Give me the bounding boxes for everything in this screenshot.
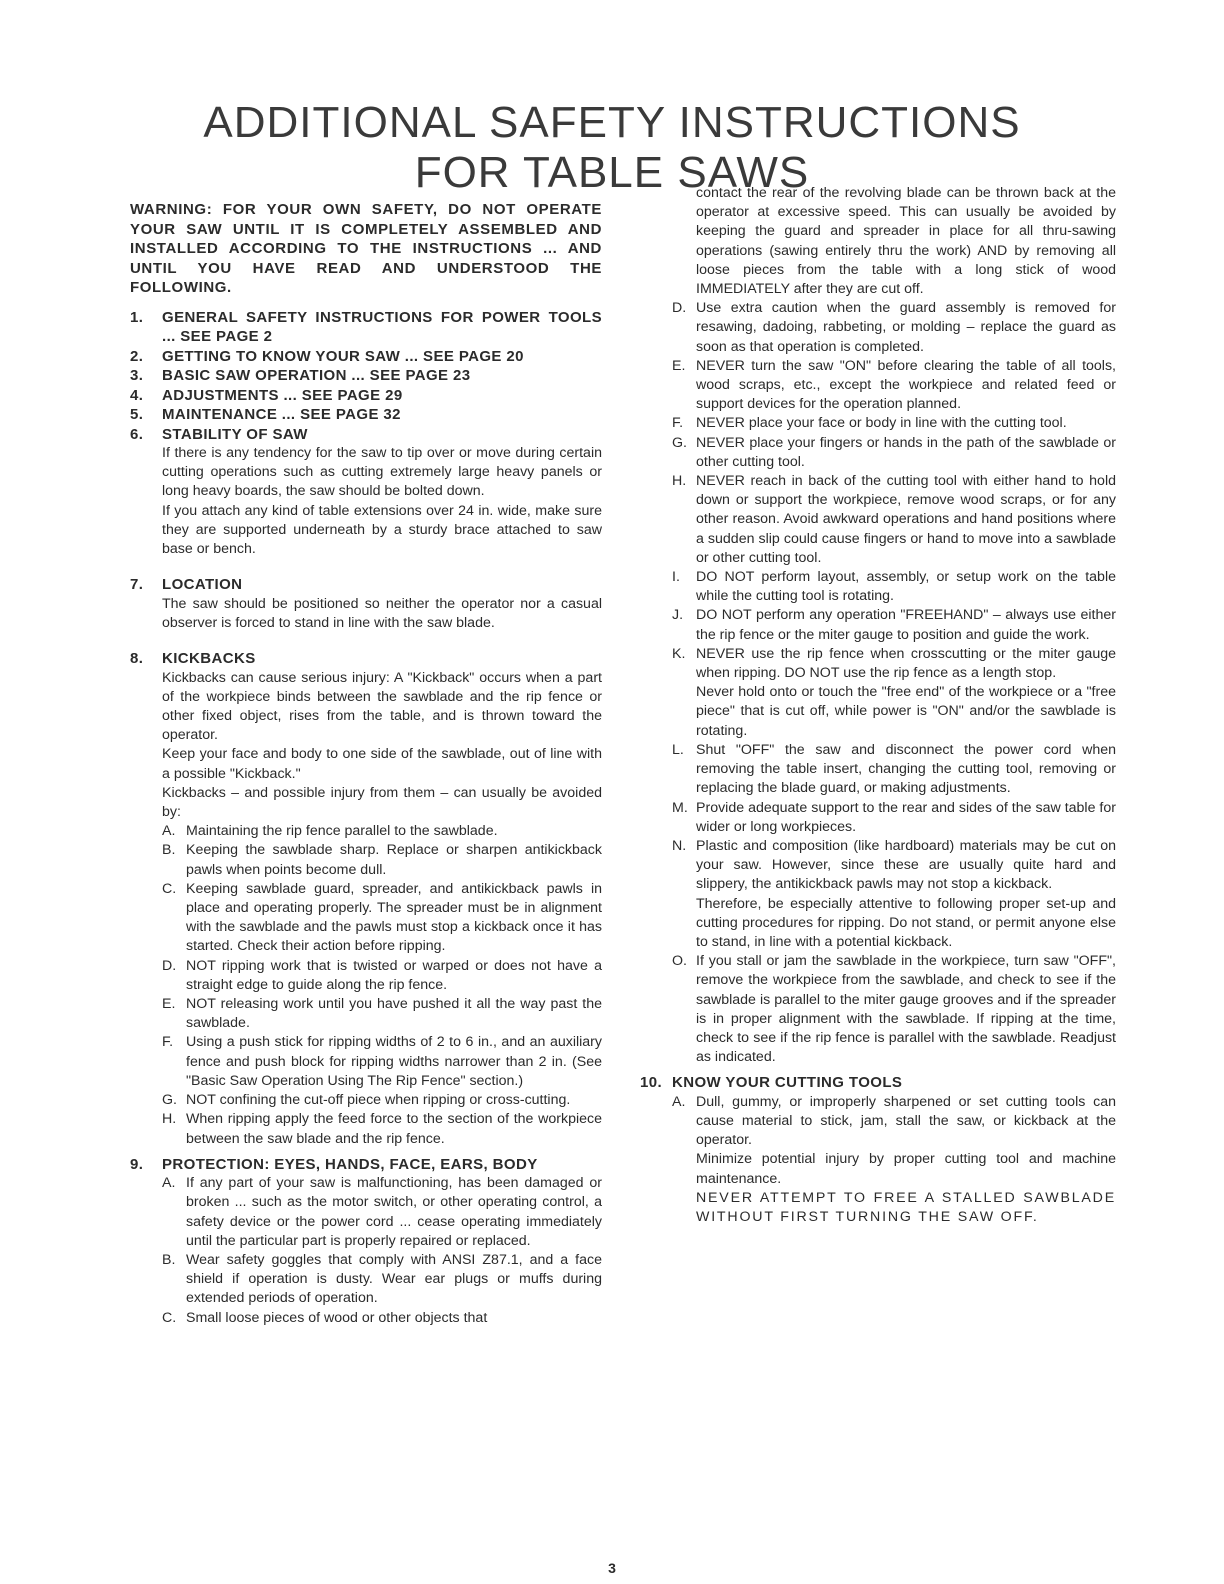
list-item: NEVER ATTEMPT TO FREE A STALLED SAWBLADE WITHOUT FIRST TURNING THE SAW OFF. xyxy=(696,1189,1116,1226)
list-item: J. DO NOT perform any operation "FREEHAND" – always use either the rip fence or the miter gauge to position and guide the work. xyxy=(672,607,1116,643)
section-heading: KNOW YOUR CUTTING TOOLS xyxy=(672,1074,903,1092)
list-item: B. Wear safety goggles that comply with ANSI Z87.1, and a face shield if operation is dusty. Wear ear plugs or muffs during extended periods of operation. xyxy=(162,1252,602,1307)
section-2: 2. GETTING TO KNOW YOUR SAW ... SEE PAGE 20 xyxy=(130,347,524,365)
paragraph: Keep your face and body to one side of the sawblade, out of line with a possible "Kickback." xyxy=(162,746,602,782)
right-column xyxy=(640,184,1116,1227)
title-block xyxy=(0,98,1224,198)
list-item: A. If any part of your saw is malfunctioning, has been damaged or broken ... such as the motor switch, or other operating control, a safety device or the power cord ... cease operating immediately until the particular part is properly repaired or replaced. xyxy=(162,1175,602,1249)
paragraph: If you attach any kind of table extensions over 24 in. wide, make sure they are supported underneath by a sturdy brace attached to saw base or bench. xyxy=(162,502,602,558)
list-item: C. Keeping sawblade guard, spreader, and antikickback pawls in place and operating properly. The spreader must be in alignment with the sawblade and the pawls must stop a kickback once it has started. Check their action before ripping. xyxy=(162,880,602,955)
paragraph: Kickbacks can cause serious injury: A "Kickback" occurs when a part of the workpiece binds between the sawblade and the rip fence or other fixed object, rises from the table, and is thrown toward the operator. xyxy=(162,669,602,744)
list-item: N. Plastic and composition (like hardboard) materials may be cut on your saw. However, since these are usually quite hard and slippery, the antikickback pawls may not stop a kickback. xyxy=(672,837,1116,893)
list-item: E. NOT releasing work until you have pushed it all the way past the sawblade. xyxy=(162,996,602,1032)
page-number: 3 xyxy=(608,1560,616,1576)
section-3: 3. BASIC SAW OPERATION ... SEE PAGE 23 xyxy=(130,367,471,384)
list-item: D. NOT ripping work that is twisted or warped or does not have a straight edge to guide along the rip fence. xyxy=(162,957,602,993)
list-item: C. Small loose pieces of wood or other objects that xyxy=(162,1309,488,1326)
list-item: M. Provide adequate support to the rear and sides of the saw table for wider or long workpieces. xyxy=(672,799,1116,835)
list-item: Minimize potential injury by proper cutting tool and machine maintenance. xyxy=(696,1151,1116,1187)
list-item: H. NEVER reach in back of the cutting tool with either hand to hold down or support the workpiece, remove wood scraps, or for any other reason. Avoid awkward operations and hand positions where a sudden slip could cause fingers or hand to move into a sawblade or other cutting tool. xyxy=(672,473,1116,566)
section-8: 8. KICKBACKS Kickbacks can cause serious injury: A "Kickback" occurs when a part of the workpiece binds between the sawblade and the rip fence or other fixed object, rises from the table, and is thrown toward the operator. Keep your face and body to one side of the sawblade, out of line with a possible "Kickback." Kickbacks – and possible injury from them – can usually be avoided by: A. Maintaining the rip fence parallel to the sawblade. B. Keeping the sawblade sharp. Replace or sharpen antikickback pawls when points become dull. C. Keeping sawblade guard, spreader, and antikickback pawls in place and operating properly. The spreader must be in alignment with the sawblade and the pawls must stop a kickback once it has started. Check their action before ripping. D. NOT ripping work that is twisted or warped or does not have a straight edge to guide along the rip fence. E. NOT releasing work until you have pushed it all the way past the sawblade. F. Using a push stick for ripping widths of 2 to 6 in., and an auxiliary fence and push block for ripping widths narrower than 2 in. (See "Basic Saw Operation Using The Rip Fence" section.) G. NOT confining the cut-off piece when ripping or cross-cutting. H. When ripping apply the feed force to the section of the workpiece between the saw blade and the rip fence. xyxy=(130,649,602,1149)
list-item: O. If you stall or jam the sawblade in the workpiece, turn saw "OFF", remove the workpiece from the sawblade, and check to see if the sawblade is parallel to the miter gauge grooves and if the spreader is in proper alignment with the sawblade. If ripping at the time, check to see if the rip fence is parallel with the sawblade. Readjust as indicated. xyxy=(672,953,1116,1066)
paragraph: Kickbacks – and possible injury from them – can usually be avoided by: xyxy=(162,784,602,821)
list-item: F. Using a push stick for ripping widths of 2 to 6 in., and an auxiliary fence and push block for ripping widths narrower than 2 in. (See "Basic Saw Operation Using The Rip Fence" section.) xyxy=(162,1034,602,1089)
list-item: G. NOT confining the cut-off piece when ripping or cross-cutting. xyxy=(162,1092,571,1109)
section-1: 1. GENERAL SAFETY INSTRUCTIONS FOR POWER TOOLS ... SEE PAGE 2 xyxy=(130,308,602,345)
page-title: ADDITIONAL SAFETY INSTRUCTIONS xyxy=(203,98,1021,147)
list-item: B. Keeping the sawblade sharp. Replace or sharpen antikickback pawls when points become dull. xyxy=(162,842,602,878)
section-heading: ADJUSTMENTS ... SEE PAGE 29 xyxy=(162,386,403,404)
list-item: F. NEVER place your face or body in line with the cutting tool. xyxy=(672,415,1067,432)
section-6: 6. STABILITY OF SAW If there is any tendency for the saw to tip over or move during certain cutting operations such as cutting extremely large heavy panels or long heavy boards, the saw should be bolted down. If you attach any kind of table extensions over 24 in. wide, make sure they are supported underneath by a sturdy brace attached to saw base or bench. xyxy=(130,425,602,560)
paragraph: If there is any tendency for the saw to tip over or move during certain cutting operations such as cutting extremely large heavy panels or long heavy boards, the saw should be bolted down. xyxy=(162,445,602,500)
page-subtitle: FOR TABLE SAWS xyxy=(414,148,810,197)
list-item: E. NEVER turn the saw "ON" before clearing the table of all tools, wood scraps, etc., except the workpiece and related feed or support devices for the operation planned. xyxy=(672,357,1116,413)
section-10: 10. KNOW YOUR CUTTING TOOLS A. Dull, gummy, or improperly sharpened or set cutting tools can cause material to stick, jam, stall the saw, or kickback at the operator. Minimize potential injury by proper cutting tool and machine maintenance. NEVER ATTEMPT TO FREE A STALLED SAWBLADE WITHOUT FIRST TURNING THE SAW OFF. xyxy=(640,1073,1116,1227)
section-heading: GENERAL SAFETY INSTRUCTIONS FOR POWER TOOLS ... SEE PAGE 2 xyxy=(162,308,602,345)
list-item: Never hold onto or touch the "free end" of the workpiece or a "free piece" that is cut off, while power is "ON" and/or the sawblade is rotating. xyxy=(696,684,1116,739)
list-item: D. Use extra caution when the guard assembly is removed for resawing, dadoing, rabbeting, or molding – replace the guard as soon as that operation is completed. xyxy=(672,300,1116,355)
section-9: 9. PROTECTION: EYES, HANDS, FACE, EARS, BODY A. If any part of your saw is malfunctioning, has been damaged or broken ... such as the motor switch, or other operating control, a safety device or the power cord ... cease operating immediately until the particular part is properly repaired or replaced. B. Wear safety goggles that comply with ANSI Z87.1, and a face shield if operation is dusty. Wear ear plugs or muffs during extended periods of operation. C. Small loose pieces of wood or other objects that xyxy=(130,1155,602,1328)
paragraph: contact the rear of the revolving blade can be thrown back at the operator at excessive speed. This can usually be avoided by keeping the guard and spreader in place for all thru-sawing operations (sawing entirely thru the work) AND by removing all loose pieces from the table with a long stick of wood IMMEDIATELY after they are cut off. xyxy=(696,185,1116,298)
warning-text: WARNING: FOR YOUR OWN SAFETY, DO NOT OPERATE YOUR SAW UNTIL IT IS COMPLETELY ASSEMBLED AND INSTALLED ACCORDING TO THE INSTRUCTIONS ... AND UNTIL YOU HAVE READ AND UNDERSTOOD THE FOLLOWING. xyxy=(130,201,602,296)
list-item: A. Dull, gummy, or improperly sharpened or set cutting tools can cause material to stick, jam, stall the saw, or kickback at the operator. xyxy=(672,1093,1116,1149)
left-column xyxy=(130,200,602,1328)
section-heading: STABILITY OF SAW xyxy=(162,425,308,443)
section-5: 5. MAINTENANCE ... SEE PAGE 32 xyxy=(130,406,401,423)
section-heading: GETTING TO KNOW YOUR SAW ... SEE PAGE 20 xyxy=(162,347,524,365)
list-item: A. Maintaining the rip fence parallel to the sawblade. xyxy=(162,823,498,840)
list-item: H. When ripping apply the feed force to the section of the workpiece between the saw blade and the rip fence. xyxy=(162,1111,602,1147)
paragraph: The saw should be positioned so neither the operator nor a casual observer is forced to stand in line with the saw blade. xyxy=(162,595,602,631)
list-item: Therefore, be especially attentive to following proper set-up and cutting procedures for ripping. Do not stand, or permit anyone else to stand, in line with a potential kickback. xyxy=(696,895,1116,950)
section-heading: MAINTENANCE ... SEE PAGE 32 xyxy=(162,406,401,423)
list-item: K. NEVER use the rip fence when crosscutting or the miter gauge when ripping. DO NOT use the rip fence as a length stop. xyxy=(672,645,1116,682)
section-heading: KICKBACKS xyxy=(162,650,256,668)
list-item: L. Shut "OFF" the saw and disconnect the power cord when removing the table insert, changing the cutting tool, removing or replacing the blade guard, or making adjustments. xyxy=(672,741,1116,797)
section-heading: LOCATION xyxy=(162,576,243,594)
section-heading: PROTECTION: EYES, HANDS, FACE, EARS, BODY xyxy=(162,1155,538,1173)
list-item: I. DO NOT perform layout, assembly, or setup work on the table while the cutting tool is rotating. xyxy=(672,569,1116,605)
list-item: G. NEVER place your fingers or hands in the path of the sawblade or other cutting tool. xyxy=(672,434,1116,470)
section-7: 7. LOCATION The saw should be positioned so neither the operator nor a casual observer is forced to stand in line with the saw blade. xyxy=(130,575,602,633)
section-heading: BASIC SAW OPERATION ... SEE PAGE 23 xyxy=(162,367,471,384)
section-4: 4. ADJUSTMENTS ... SEE PAGE 29 xyxy=(130,386,403,404)
